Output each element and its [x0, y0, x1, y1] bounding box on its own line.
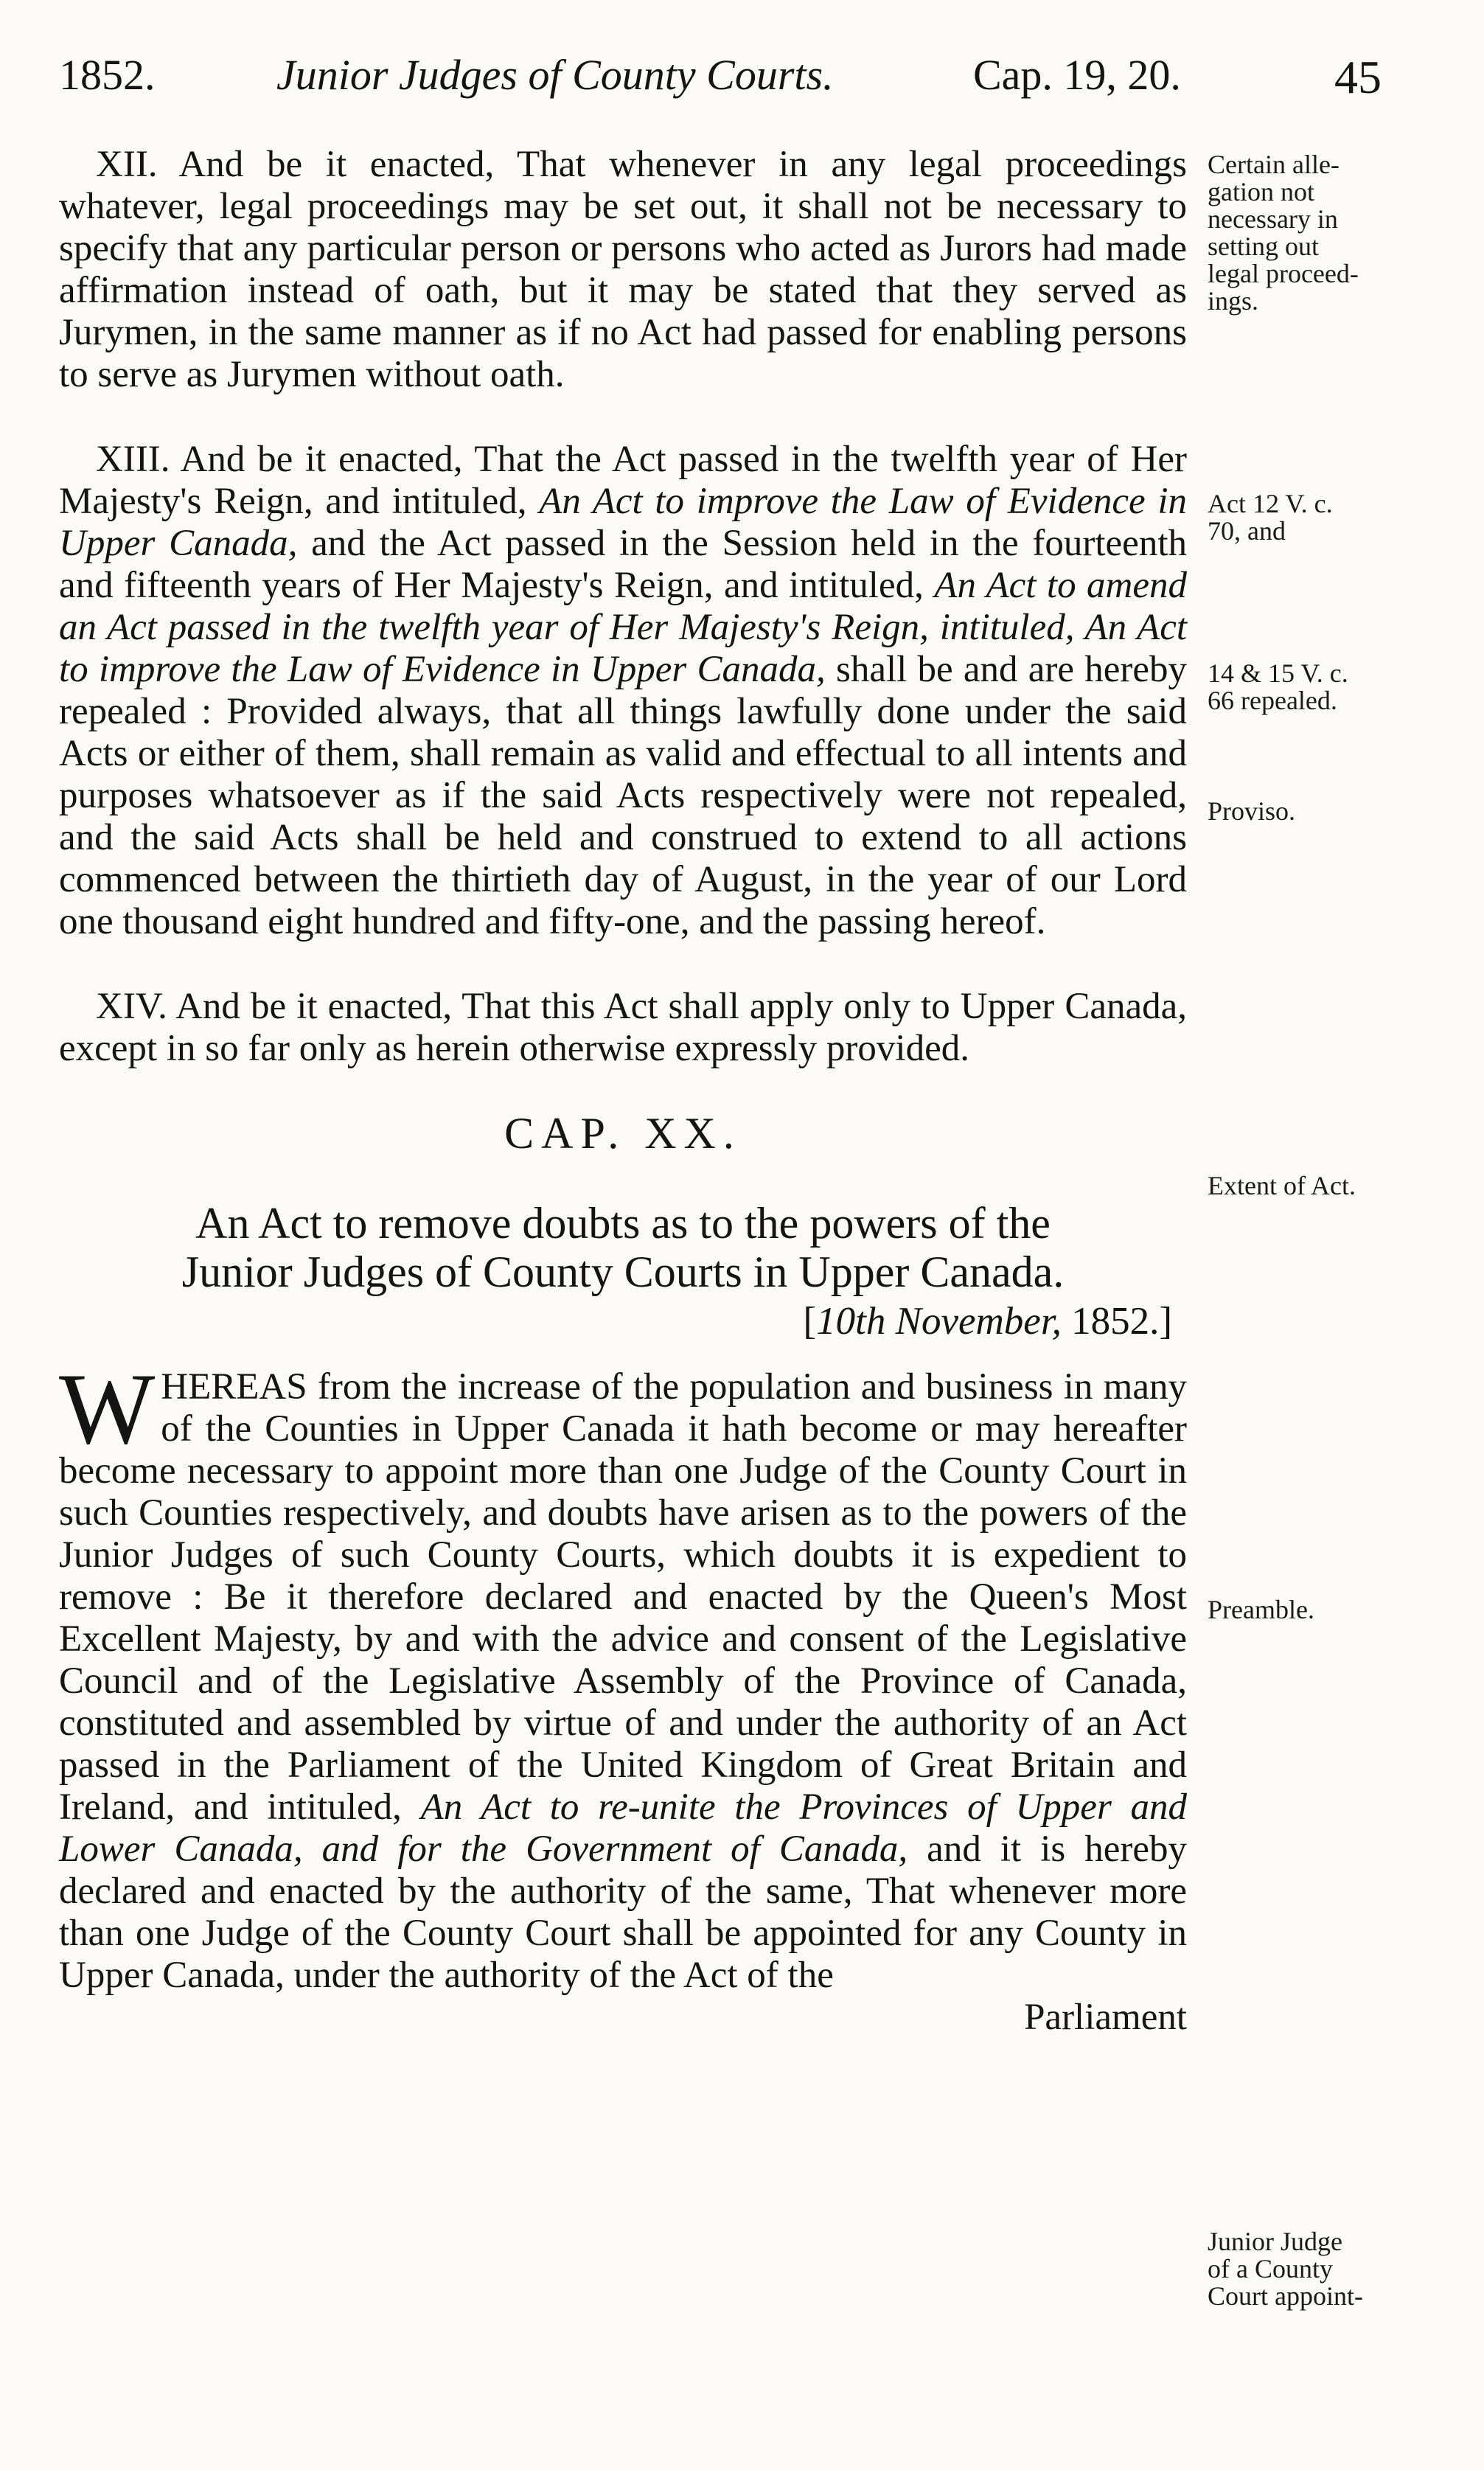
header-chapter: Cap. 19, 20.	[973, 51, 1181, 99]
marginal-line: setting out	[1208, 232, 1319, 261]
section-xiii-italic-2: An Act to amend an Act passed in the twelfth year of Her Majesty's Reign, intituled, An Act to improve the Law of Evidence in Upper Canada,	[59, 565, 1187, 690]
section-xiii-text-1: XIII. And be it enacted, That the Act passed in the twelfth year of Her Majesty's Reign, and intituled,	[59, 439, 1187, 522]
header-year: 1852.	[59, 51, 156, 99]
marginal-line: Act 12 V. c.	[1208, 489, 1333, 518]
marginal-note-extent	[1208, 1172, 1429, 1200]
section-xiii-text-3: shall be and are hereby repealed : Provided always, that all things lawfully done under the said Acts or either of them, shall remain as valid and effectual to all intents and purposes whatsoever as if the said Acts respectively were not repealed, and the said Acts shall be held and construed to extend to all actions commenced between the thirtieth day of August, in the year of our Lord one thousand eight hundred and fifty-one, and the passing hereof.	[59, 649, 1188, 942]
marginal-note-act-14-15	[1208, 660, 1429, 714]
main-text	[59, 144, 1187, 2039]
date-open: [	[803, 1300, 817, 1343]
marginal-note-allegation	[1208, 151, 1429, 315]
act-title-line-2: Junior Judges of County Courts in Upper Canada.	[181, 1248, 1065, 1296]
cap-xx-heading: CAP. XX.	[504, 1109, 742, 1158]
date-italic: 10th November,	[816, 1300, 1062, 1343]
marginal-line: Proviso.	[1208, 796, 1296, 826]
marginal-note-act-12	[1208, 490, 1429, 545]
marginal-line: 14 & 15 V. c.	[1208, 658, 1348, 688]
marginal-note-proviso	[1208, 798, 1429, 825]
marginal-line: Extent of Act.	[1208, 1171, 1356, 1200]
section-xiii	[59, 439, 1187, 943]
marginal-line: Court appoint-	[1208, 2281, 1363, 2311]
marginal-line: ings.	[1208, 286, 1259, 316]
act-title-line-1: An Act to remove doubts as to the powers of the	[195, 1199, 1051, 1248]
marginal-line: Junior Judge	[1208, 2227, 1342, 2256]
preamble-italic: An Act to re-unite the Provinces of Upper and Lower Canada, and for the Government of Canada,	[59, 1787, 1187, 1870]
marginal-line: 66 repealed.	[1208, 686, 1337, 715]
marginal-line: legal proceed-	[1208, 259, 1359, 288]
marginal-line: Preamble.	[1208, 1595, 1314, 1624]
act-date	[59, 1301, 1172, 1343]
marginal-note-preamble	[1208, 1596, 1429, 1624]
marginal-line: gation not	[1208, 177, 1314, 206]
running-header	[59, 50, 1408, 116]
section-xii: XII. And be it enacted, That whenever in any legal proceedings whatever, legal proceedings may be set out, it shall not be necessary to specify that any particular person or persons who acted as Jurors had made affirmation instead of oath, but it may be stated that they served as Jurymen, in the same manner as if no Act had passed for enabling persons to serve as Jurymen without oath.	[59, 144, 1187, 395]
section-xiv: XIV. And be it enacted, That this Act shall apply only to Upper Canada, except in so far only as herein otherwise expressly provided.	[59, 986, 1187, 1069]
marginal-note-junior-judge	[1208, 2228, 1429, 2310]
preamble-paragraph	[59, 1352, 1188, 1997]
page-number: 45	[1334, 51, 1382, 103]
marginal-line: Certain alle-	[1208, 150, 1340, 179]
section-xiii-text-2: and the Act passed in the Session held in the fourteenth and fifteenth years of Her Majesty's Reign, and intituled,	[59, 523, 1187, 606]
section-xiii-italic-1: An Act to improve the Law of Evidence in Upper Canada,	[59, 481, 1187, 564]
preamble-text-2: and it is hereby declared and enacted by the authority of the same, That whenever more than one Judge of the County Court shall be appointed for any County in Upper Canada, under the authority of the Act of the	[59, 1829, 1188, 1996]
header-title: Junior Judges of County Courts.	[276, 51, 834, 99]
preamble-text-1: HEREAS from the increase of the population and business in many of the Counties in Upper Canada it hath become or may hereafter become necessary to appoint more than one Judge of the County Court in such Counties respectively, and doubts have arisen as to the powers of the Junior Judges of such County Courts, which doubts it is expedient to remove : Be it therefore declared and enacted by the Queen's Most Excellent Majesty, by and with the advice and consent of the Legislative Council and of the Legislative Assembly of the Province of Canada, constituted and assembled by virtue of and under the authority of an Act passed in the Parliament of the United Kingdom of Great Britain and Ireland, and intituled,	[59, 1366, 1187, 1828]
catchword: Parliament	[1024, 1997, 1187, 2038]
drop-cap: W	[59, 1352, 156, 1465]
marginal-line: necessary in	[1208, 204, 1338, 234]
marginal-line: 70, and	[1208, 516, 1286, 546]
marginal-line: of a County	[1208, 2254, 1333, 2283]
date-rest: 1852.]	[1061, 1300, 1172, 1343]
